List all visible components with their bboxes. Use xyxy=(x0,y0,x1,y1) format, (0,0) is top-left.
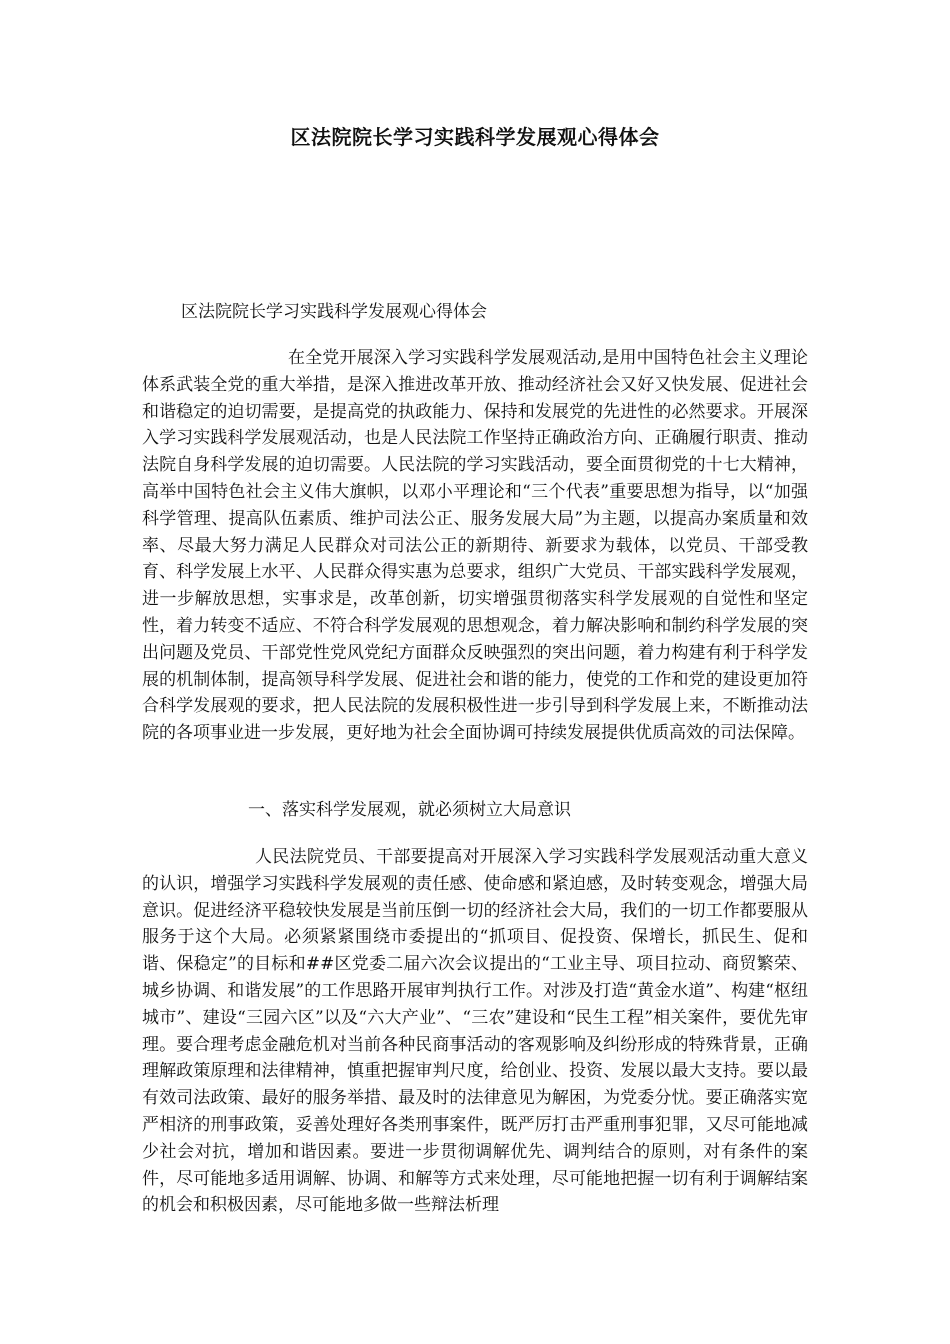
body-paragraph-2: 人民法院党员、干部要提高对开展深入学习实践科学发展观活动重大意义的认识，增强学习实践科学发展观的责任感、使命感和紧迫感，及时转变观念，增强大局意识。促进经济平稳较快发展是当前压倒一切的经济社会大局，我们的一切工作都要服从服务于这个大局。必须紧紧围绕市委提出的“抓项目、促投资、保增长，抓民生、促和谐、保稳定”的目标和##区党委二届六次会议提出的“工业主导、项目拉动、商贸繁荣、城乡协调、和谐发展”的工作思路开展审判执行工作。对涉及打造“黄金水道”、构建“枢纽城市”、建设“三园六区”以及“六大产业”、“三农”建设和“民生工程”相关案件，要优先审理。要合理考虑金融危机对当前各种民商事活动的客观影响及纠纷形成的特殊背景，正确理解政策原理和法律精神，慎重把握审判尺度，给创业、投资、发展以最大支持。要以最有效司法政策、最好的服务举措、最及时的法律意见为解困，为党委分忧。要正确落实宽严相济的刑事政策，妥善处理好各类刑事案件，既严厉打击严重刑事犯罪，又尽可能地减少社会对抗，增加和谐因素。要进一步贯彻调解优先、调判结合的原则，对有条件的案件，尽可能地多适用调解、协调、和解等方式来处理，尽可能地把握一切有利于调解结案的机会和积极因素，尽可能地多做一些辩法析理 xyxy=(142,847,808,1216)
section-heading-1: 一、落实科学发展观，就必须树立大局意识 xyxy=(248,800,571,820)
document-title: 区法院院长学习实践科学发展观心得体会 xyxy=(290,125,660,149)
document-subtitle: 区法院院长学习实践科学发展观心得体会 xyxy=(181,302,487,322)
body-paragraph-1: 在全党开展深入学习实践科学发展观活动,是用中国特色社会主义理论体系武装全党的重大举措，是深入推进改革开放、推动经济社会又好又快发展、促进社会和谐稳定的迫切需要，是提高党的执政能力、保持和发展党的先进性的必然要求。开展深入学习实践科学发展观活动，也是人民法院工作坚持正确政治方向、正确履行职责、推动法院自身科学发展的迫切需要。人民法院的学习实践活动，要全面贯彻党的十七大精神，高举中国特色社会主义伟大旗帜，以邓小平理论和“三个代表”重要思想为指导，以“加强科学管理、提高队伍素质、维护司法公正、服务发展大局”为主题，以提高办案质量和效率、尽最大努力满足人民群众对司法公正的新期待、新要求为载体，以党员、干部受教育、科学发展上水平、人民群众得实惠为总要求，组织广大党员、干部实践科学发展观，进一步解放思想，实事求是，改革创新，切实增强贯彻落实科学发展观的自觉性和坚定性，着力转变不适应、不符合科学发展观的思想观念，着力解决影响和制约科学发展的突出问题及党员、干部党性党风党纪方面群众反映强烈的突出问题，着力构建有利于科学发展的机制体制，提高领导科学发展、促进社会和谐的能力，使党的工作和党的建设更加符合科学发展观的要求，把人民法院的发展积极性进一步引导到科学发展上来，不断推动法院的各项事业进一步发展，更好地为社会全面协调可持续发展提供优质高效的司法保障。 xyxy=(142,348,808,744)
